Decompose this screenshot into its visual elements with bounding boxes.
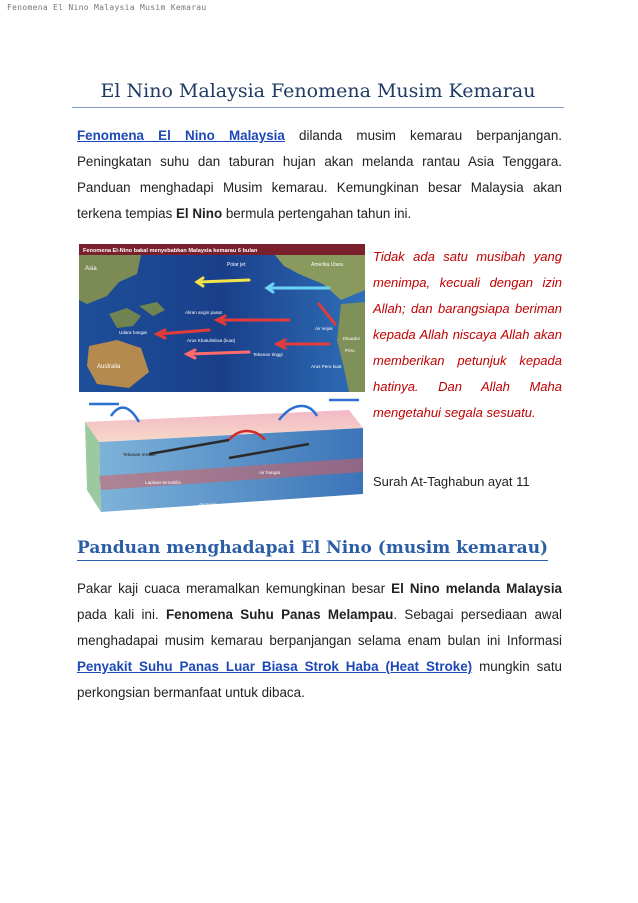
intro-paragraph	[77, 123, 562, 227]
section-text-4: mungkin satu perkongsian bermanfaat untuk dibaca.	[77, 659, 562, 700]
section-text-2: pada kali ini.	[77, 607, 166, 622]
label-lapisan: Lapisan termoklin	[145, 480, 182, 485]
intro-text-1: dilanda musim kemarau berpanjangan. Peningkatan suhu dan taburan hujan akan melanda rantau Asia Tenggara. Panduan menghadapi Musim kemarau. Kemungkinan besar Malaysia akan terkena tempias	[77, 128, 562, 221]
label-ekuador: Ekuador	[343, 336, 361, 341]
section-text-3: . Sebagai persediaan awal menghadapai musim kemarau berpanjangan selama enam bulan ini Informasi	[77, 607, 562, 648]
label-air-sejuk: Air sejuk	[199, 502, 217, 507]
document-title: El Nino Malaysia Fenomena Musim Kemarau	[72, 80, 564, 108]
page-header-strip: Fenomena El Nino Malaysia Musim Kemarau	[7, 3, 207, 12]
label-amerika: Amerika Utara	[311, 262, 343, 268]
el-nino-infographic	[79, 244, 365, 524]
label-udara-sejuk: Air sejuk	[315, 326, 333, 331]
intro-link[interactable]: Fenomena El Nino Malaysia	[77, 128, 285, 143]
label-peru: Peru	[345, 348, 355, 353]
section-bold-2: Fenomena Suhu Panas Melampau	[165, 607, 394, 622]
quote-source: Surah At-Taghabun ayat 11	[373, 474, 530, 489]
label-polar-jet: Polar jet	[227, 262, 246, 268]
label-khatulistiwa: Arus Khatulistiwa (kuat)	[187, 338, 236, 343]
section-paragraph	[77, 576, 562, 706]
label-asia: Asia	[85, 266, 97, 272]
label-tekanan-rendah: Tekanan rendah	[123, 452, 156, 457]
label-arus-peru: Arus Peru kuat	[311, 364, 342, 369]
label-tekanan-tinggi: Tekanan tinggi	[253, 352, 283, 357]
label-pasat: Aliran angin pasat	[185, 310, 222, 315]
label-australia: Australia	[97, 364, 121, 370]
intro-bold-el-nino: El Nino	[176, 206, 223, 221]
figure-caption: Fenomena El-Nino bakal menyebabkan Malaysia kemarau 6 bulan	[83, 248, 258, 254]
label-udara-hangat: Udara hangat	[119, 330, 147, 335]
intro-text-2: bermula pertengahan tahun ini.	[222, 206, 412, 221]
section-text-1: Pakar kaji cuaca meramalkan kemungkinan besar	[77, 581, 392, 596]
section-bold-1: El Nino melanda Malaysia	[391, 581, 562, 596]
section-heading: Panduan menghadapai El Nino (musim kemarau)	[77, 538, 548, 561]
label-air-hangat: Air hangat	[259, 470, 280, 475]
heat-stroke-link[interactable]: Penyakit Suhu Panas Luar Biasa Strok Haba (Heat Stroke)	[77, 659, 473, 674]
quote-block: Tidak ada satu musibah yang menimpa, kecuali dengan izin Allah; dan barangsiapa beriman kepada Allah niscaya Allah akan memberikan petunjuk kepada hatinya. Dan Allah Maha mengetahui segala sesuatu.	[373, 249, 562, 420]
